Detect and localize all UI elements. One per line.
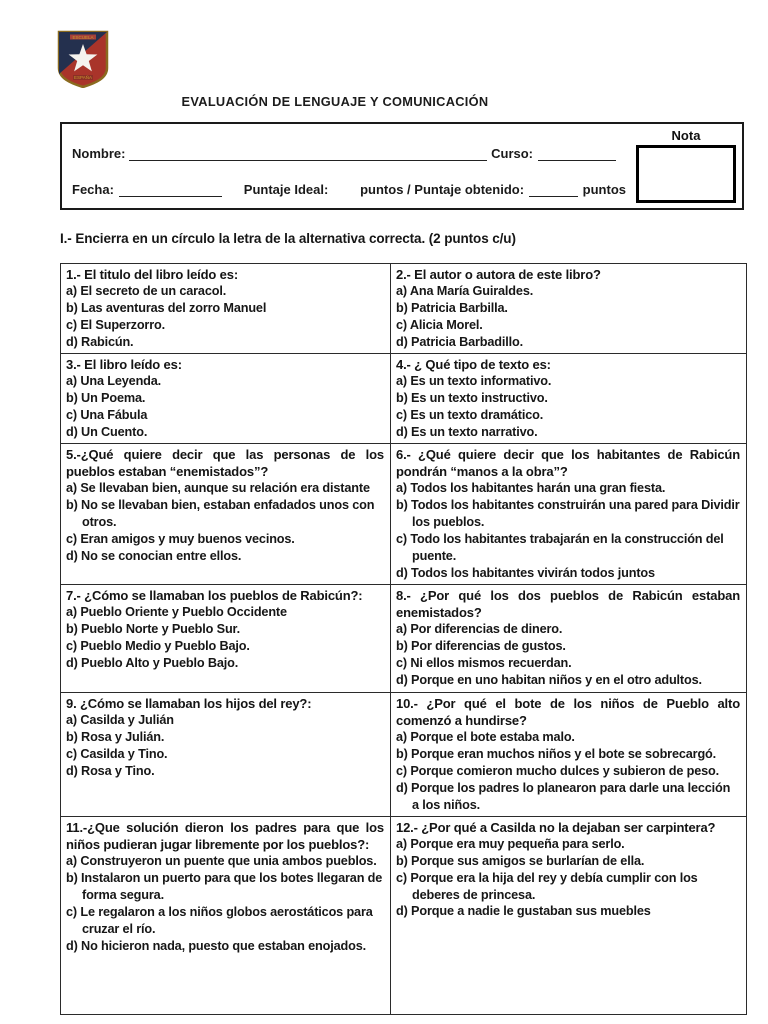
question-cell-12 [391, 816, 747, 1014]
nota-grade-box [636, 145, 736, 203]
question-12-option-b: b) Porque sus amigos se burlarían de ella. [396, 853, 645, 868]
question-11-option-d: d) No hicieron nada, puesto que estaban enojados. [66, 938, 367, 953]
question-cell-3 [61, 353, 391, 443]
nota-area [636, 128, 736, 203]
curso-label: Curso: [491, 146, 533, 161]
question-row-4 [61, 584, 747, 692]
question-7-title: 7.- ¿Cómo se llamaban los pueblos de Rabicún?: [66, 587, 363, 603]
question-1-title: 1.- El titulo del libro leído es: [66, 267, 239, 282]
curso-blank [538, 147, 616, 161]
question-2-option-d: d) Patricia Barbadillo. [396, 334, 523, 349]
question-1-option-a: a) El secreto de un caracol. [66, 284, 227, 299]
question-6-title: 6.- ¿Qué quiere decir que los habitantes de Rabicún pondrán “manos a la obra”? [396, 446, 740, 479]
question-10-option-d: d) Porque los padres lo planearon para darle una lección a los niños. [396, 780, 731, 812]
question-9-option-c: c) Casilda y Tino. [66, 746, 168, 761]
question-12-option-d: d) Porque a nadie le gustaban sus muebles [396, 904, 651, 919]
nota-label: Nota [671, 128, 701, 143]
question-2-option-c: c) Alicia Morel. [396, 318, 483, 333]
question-row-1 [61, 264, 747, 354]
question-3-option-d: d) Un Cuento. [66, 424, 148, 439]
question-8-option-c: c) Ni ellos mismos recuerdan. [396, 655, 572, 670]
school-crest-icon [56, 30, 110, 88]
question-8-option-a: a) Por diferencias de dinero. [396, 622, 563, 637]
question-cell-2 [391, 264, 747, 354]
question-8-option-d: d) Porque en uno habitan niños y en el otro adultos. [396, 672, 702, 687]
nombre-blank [129, 147, 487, 161]
puntaje-ideal-label: Puntaje Ideal: [243, 182, 329, 197]
question-cell-1 [61, 264, 391, 354]
question-cell-5 [61, 443, 391, 584]
question-cell-10 [391, 692, 747, 816]
question-12-option-c: c) Porque era la hija del rey y debía cumplir con los deberes de princesa. [396, 870, 698, 902]
question-1-option-b: b) Las aventuras del zorro Manuel [66, 301, 267, 316]
question-12-option-a: a) Porque era muy pequeña para serlo. [396, 836, 625, 851]
question-5-option-a: a) Se llevaban bien, aunque su relación era distante [66, 481, 370, 496]
question-5-option-c: c) Eran amigos y muy buenos vecinos. [66, 531, 295, 546]
question-9-title: 9. ¿Cómo se llamaban los hijos del rey?: [66, 695, 312, 711]
question-cell-7 [61, 584, 391, 692]
question-5-option-b: b) No se llevaban bien, estaban enfadados unos con otros. [66, 498, 375, 530]
question-row-2 [61, 353, 747, 443]
question-2-option-a: a) Ana María Guiraldes. [396, 284, 534, 299]
question-4-title: 4.- ¿ Qué tipo de texto es: [396, 356, 551, 372]
fecha-puntaje-line [72, 182, 626, 197]
question-cell-8 [391, 584, 747, 692]
svg-text:ESPAÑA: ESPAÑA [74, 75, 92, 81]
question-9-option-a: a) Casilda y Julián [66, 712, 174, 727]
section-instruction: I.- Encierra en un círculo la letra de la alternativa correcta. (2 puntos c/u) [60, 231, 516, 246]
question-7-option-b: b) Pueblo Norte y Pueblo Sur. [66, 621, 240, 636]
question-11-option-a: a) Construyeron un puente que unia ambos pueblos. [66, 854, 377, 869]
question-3-title: 3.- El libro leído es: [66, 356, 182, 372]
question-1-option-c: c) El Superzorro. [66, 318, 165, 333]
question-4-option-c: c) Es un texto dramático. [396, 407, 544, 422]
question-6-option-d: d) Todos los habitantes vivirán todos juntos [396, 565, 655, 580]
nombre-curso-line [72, 146, 616, 161]
question-6-option-a: a) Todos los habitantes harán una gran fiesta. [396, 481, 666, 496]
fecha-label: Fecha: [72, 182, 114, 197]
question-12-title: 12.- ¿Por qué a Casilda no la dejaban ser carpintera? [396, 819, 716, 835]
question-7-option-d: d) Pueblo Alto y Pueblo Bajo. [66, 655, 239, 670]
question-10-option-b: b) Porque eran muchos niños y el bote se sobrecargó. [396, 747, 717, 762]
question-4-option-d: d) Es un texto narrativo. [396, 424, 538, 439]
question-4-option-a: a) Es un texto informativo. [396, 374, 552, 389]
question-1-option-d: d) Rabicún. [66, 334, 134, 349]
question-cell-6 [391, 443, 747, 584]
question-11-option-b: b) Instalaron un puerto para que los botes llegaran de forma segura. [66, 871, 383, 902]
question-6-option-c: c) Todo los habitantes trabajarán en la construcción del puente. [396, 531, 724, 563]
question-cell-9 [61, 692, 391, 816]
question-3-option-b: b) Un Poema. [66, 391, 146, 406]
question-8-option-b: b) Por diferencias de gustos. [396, 639, 566, 654]
page-title: EVALUACIÓN DE LENGUAJE Y COMUNICACIÓN [181, 94, 489, 109]
puntos-suffix-label: puntos [582, 182, 626, 197]
svg-text:ESCUELA: ESCUELA [72, 35, 94, 40]
student-info-box [60, 122, 744, 210]
question-10-option-c: c) Porque comieron mucho dulces y subieron de peso. [396, 763, 719, 778]
question-11-option-c: c) Le regalaron a los niños globos aerostáticos para cruzar el río. [66, 904, 373, 936]
question-8-title: 8.- ¿Por qué los dos pueblos de Rabicún estaban enemistados? [396, 587, 740, 620]
question-3-option-c: c) Una Fábula [66, 407, 148, 422]
question-2-title: 2.- El autor o autora de este libro? [396, 267, 601, 282]
question-5-title: 5.-¿Qué quiere decir que las personas de los pueblos estaban “enemistados”? [66, 446, 384, 479]
question-cell-11 [61, 816, 391, 1014]
question-row-5 [61, 692, 747, 816]
question-2-option-b: b) Patricia Barbilla. [396, 301, 508, 316]
question-5-option-d: d) No se conocian entre ellos. [66, 548, 242, 563]
question-cell-4 [391, 353, 747, 443]
question-3-option-a: a) Una Leyenda. [66, 374, 162, 389]
question-10-title: 10.- ¿Por qué el bote de los niños de Pueblo alto comenzó a hundirse? [396, 695, 740, 728]
question-11-title: 11.-¿Que solución dieron los padres para que los niños pudieran jugar libremente por los pueblos?: [66, 819, 384, 852]
fecha-blank [119, 183, 222, 197]
question-6-option-b: b) Todos los habitantes construirán una pared para Dividir los pueblos. [396, 498, 740, 530]
question-9-option-b: b) Rosa y Julián. [66, 729, 165, 744]
question-7-option-c: c) Pueblo Medio y Pueblo Bajo. [66, 638, 250, 653]
question-10-option-a: a) Porque el bote estaba malo. [396, 730, 575, 745]
question-row-6 [61, 816, 747, 1014]
puntaje-obtenido-label: puntos / Puntaje obtenido: [360, 182, 525, 197]
question-row-3 [61, 443, 747, 584]
question-7-option-a: a) Pueblo Oriente y Pueblo Occidente [66, 604, 287, 619]
question-4-option-b: b) Es un texto instructivo. [396, 391, 548, 406]
puntaje-obtenido-blank [529, 183, 578, 197]
question-9-option-d: d) Rosa y Tino. [66, 763, 155, 778]
questions-table [60, 263, 747, 1015]
nombre-label: Nombre: [72, 146, 126, 161]
